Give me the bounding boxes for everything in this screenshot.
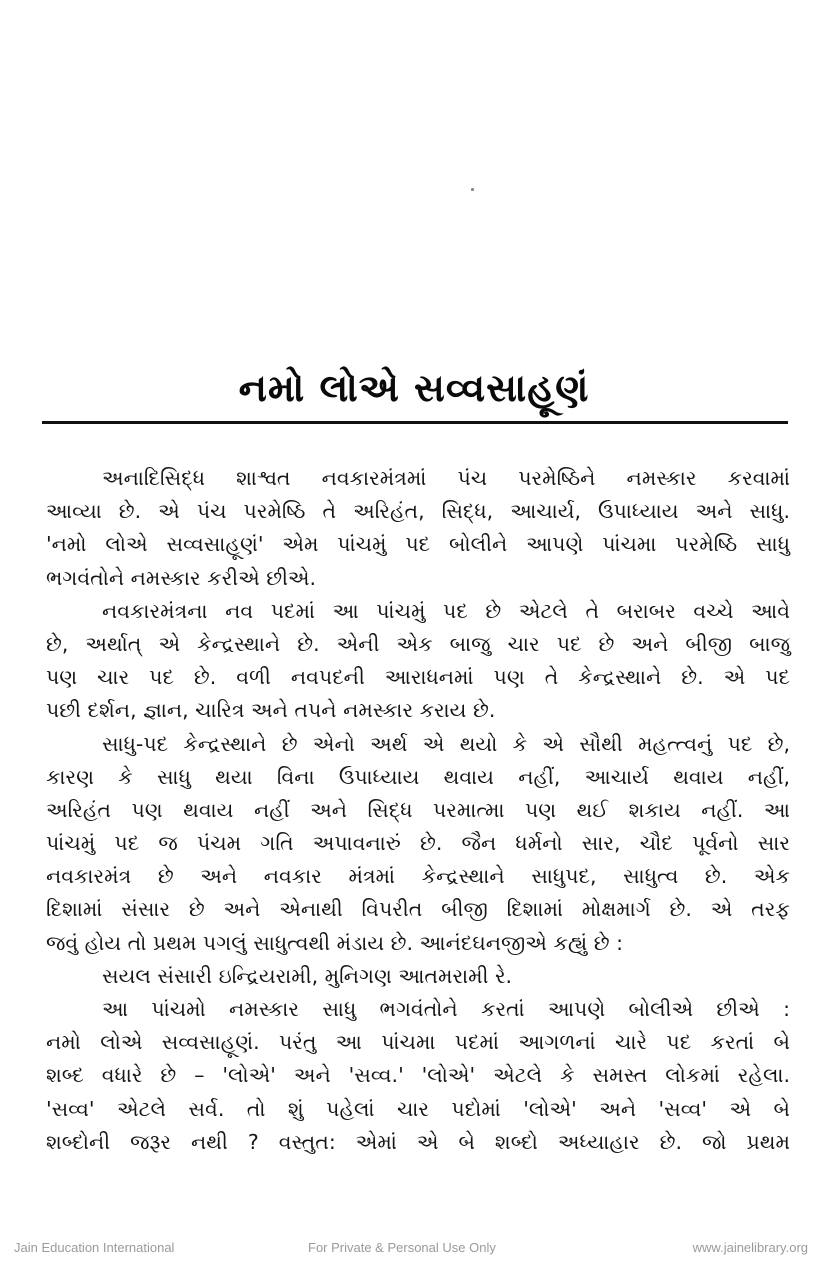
text-line: નમો લોએ સવ્વસાહૂણં. પરંતુ આ પાંચમા પદમાં આગળનાં ચારે પદ કરતાં બે [46,1030,790,1055]
text-line: નવકારમંત્ર છે અને નવકાર મંત્રમાં કેન્દ્રસ્થાને સાધુપદ, સાધુત્વ છે. એક [46,864,790,889]
page-footer [0,1240,828,1260]
text-line: છે, અર્થાત્ એ કેન્દ્રસ્થાને છે. એની એક બાજુ ચાર પદ છે અને બીજી બાજુ [46,631,790,656]
text-line: આવ્યા છે. એ પંચ પરમેષ્ઠિ તે અરિહંત, સિદ્ધ, આચાર્ય, ઉપાધ્યાય અને સાધુ. [46,499,790,524]
text-line: અરિહંત પણ થવાય નહીં અને સિદ્ધ પરમાત્મા પણ થઈ શકાય નહીં. આ [46,797,790,822]
text-line: ભગવંતોને નમસ્કાર કરીએ છીએ. [46,565,317,590]
footer-usage-note: For Private & Personal Use Only [308,1240,496,1255]
footer-publisher: Jain Education International [14,1240,175,1255]
text-line: જવું હોય તો પ્રથમ પગલું સાધુત્વથી મંડાય છે. આનંદઘનજીએ કહ્યું છે : [46,930,623,955]
text-line: કારણ કે સાધુ થયા વિના ઉપાધ્યાય થવાય નહીં, આચાર્ય થવાય નહીં, [46,764,790,789]
text-line: અનાદિસિદ્ધ શાશ્વત નવકારમંત્રમાં પંચ પરમેષ્ઠિને નમસ્કાર કરવામાં [102,466,790,490]
text-line: પાંચમું પદ જ પંચમ ગતિ અપાવનારું છે. જૈન ધર્મનો સાર, ચૌદ પૂર્વનો સાર [46,831,790,856]
body-text [46,462,790,1159]
chapter-title: નમો લોએ સવ્વસાહૂણં [238,366,590,410]
title-underline [42,421,788,424]
text-line: શબ્દોની જરૂર નથી ? વસ્તુત: એમાં એ બે શબ્દો અધ્યાહાર છે. જો પ્રથમ [46,1129,790,1154]
text-line: નવકારમંત્રના નવ પદમાં આ પાંચમું પદ છે એટલે તે બરાબર વચ્ચે આવે [102,598,790,623]
text-line: પછી દર્શન, જ્ઞાન, ચારિત્ર અને તપને નમસ્કાર કરાય છે. [46,698,496,723]
footer-website-link[interactable]: www.jainelibrary.org [692,1240,808,1255]
verse-quote: સયલ સંસારી ઇન્દ્રિયરામી, મુનિગણ આતમરામી રે. [102,963,513,988]
text-line: દિશામાં સંસાર છે અને એનાથી વિપરીત બીજી દિશામાં મોક્ષમાર્ગ છે. એ તરફ [46,897,790,922]
text-line: સાધુ-પદ કેન્દ્રસ્થાને છે એનો અર્થ એ થયો કે એ સૌથી મહત્ત્વનું પદ છે, [102,731,790,756]
text-line: શબ્દ વધારે છે – 'લોએ' અને 'સવ્વ.' 'લોએ' એટલે કે સમસ્ત લોકમાં રહેલા. [46,1063,790,1088]
text-line: 'નમો લોએ સવ્વસાહૂણં' એમ પાંચમું પદ બોલીને આપણે પાંચમા પરમેષ્ઠિ સાધુ [46,532,790,557]
text-line: 'સવ્વ' એટલે સર્વ. તો શું પહેલાં ચાર પદોમાં 'લોએ' અને 'સવ્વ' એ બે [46,1096,790,1121]
text-line: પણ ચાર પદ છે. વળી નવપદની આરાધનમાં પણ તે કેન્દ્રસ્થાને છે. એ પદ [46,665,790,690]
text-line: આ પાંચમો નમસ્કાર સાધુ ભગવંતોને કરતાં આપણે બોલીએ છીએ : [102,997,790,1021]
scan-speck [471,188,474,191]
